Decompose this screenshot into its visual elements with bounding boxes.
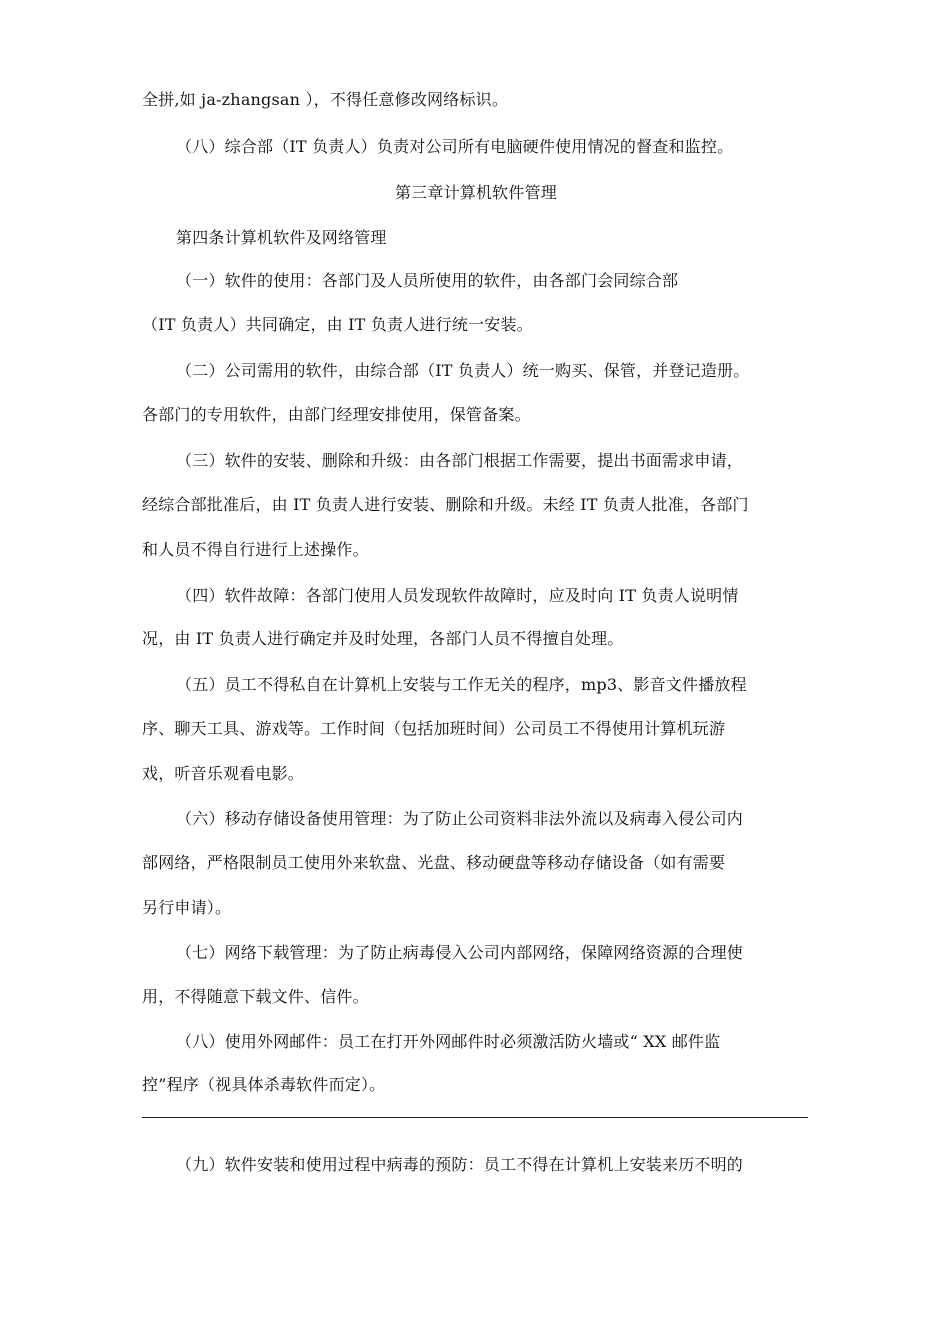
text-line: （九）软件安装和使用过程中病毒的预防：员工不得在计算机上安装来历不明的	[176, 1155, 744, 1174]
text-line: （八）综合部（IT 负责人）负责对公司所有电脑硬件使用情况的督查和监控。	[176, 137, 734, 156]
text-line: 况，由 IT 负责人进行确定并及时处理，各部门人员不得擅自处理。	[142, 629, 624, 648]
text-line: 全拼,如 ja-zhangsan ），不得任意修改网络标识。	[142, 90, 509, 109]
text-line: （五）员工不得私自在计算机上安装与工作无关的程序，mp3、影音文件播放程	[176, 675, 747, 694]
text-line: 控”程序（视具体杀毒软件而定）。	[142, 1075, 386, 1094]
text-line: 各部门的专用软件，由部门经理安排使用，保管备案。	[142, 405, 531, 424]
text-line: 经综合部批准后，由 IT 负责人进行安装、删除和升级。未经 IT 负责人批准，各部门	[142, 495, 749, 514]
article-heading: 第四条计算机软件及网络管理	[176, 228, 387, 247]
text-line: （八）使用外网邮件：员工在打开外网邮件时必须激活防火墙或“ XX 邮件监	[176, 1032, 721, 1051]
text-line: 另行申请）。	[142, 898, 232, 917]
text-line: （六）移动存储设备使用管理：为了防止公司资料非法外流以及病毒入侵公司内	[176, 809, 744, 828]
text-line: （四）软件故障：各部门使用人员发现软件故障时，应及时向 IT 负责人说明情	[176, 586, 739, 605]
text-line: （IT 负责人）共同确定，由 IT 负责人进行统一安装。	[142, 315, 533, 334]
chapter-heading: 第三章计算机软件管理	[394, 183, 557, 202]
text-line: （二）公司需用的软件，由综合部（IT 负责人）统一购买、保管，并登记造册。	[176, 361, 750, 380]
text-line: 戏，听音乐观看电影。	[142, 764, 305, 783]
text-line: 和人员不得自行进行上述操作。	[142, 540, 369, 559]
text-line: （七）网络下载管理：为了防止病毒侵入公司内部网络，保障网络资源的合理使	[176, 943, 744, 962]
page-break-rule	[142, 1117, 808, 1118]
text-line: （三）软件的安装、删除和升级：由各部门根据工作需要，提出书面需求申请，	[176, 451, 744, 470]
text-line: （一）软件的使用：各部门及人员所使用的软件，由各部门会同综合部	[176, 271, 679, 290]
text-line: 用，不得随意下载文件、信件。	[142, 987, 369, 1006]
text-line: 序、聊天工具、游戏等。工作时间（包括加班时间）公司员工不得使用计算机玩游	[142, 719, 726, 738]
text-line: 部网络，严格限制员工使用外来软盘、光盘、移动硬盘等移动存储设备（如有需要	[142, 853, 726, 872]
